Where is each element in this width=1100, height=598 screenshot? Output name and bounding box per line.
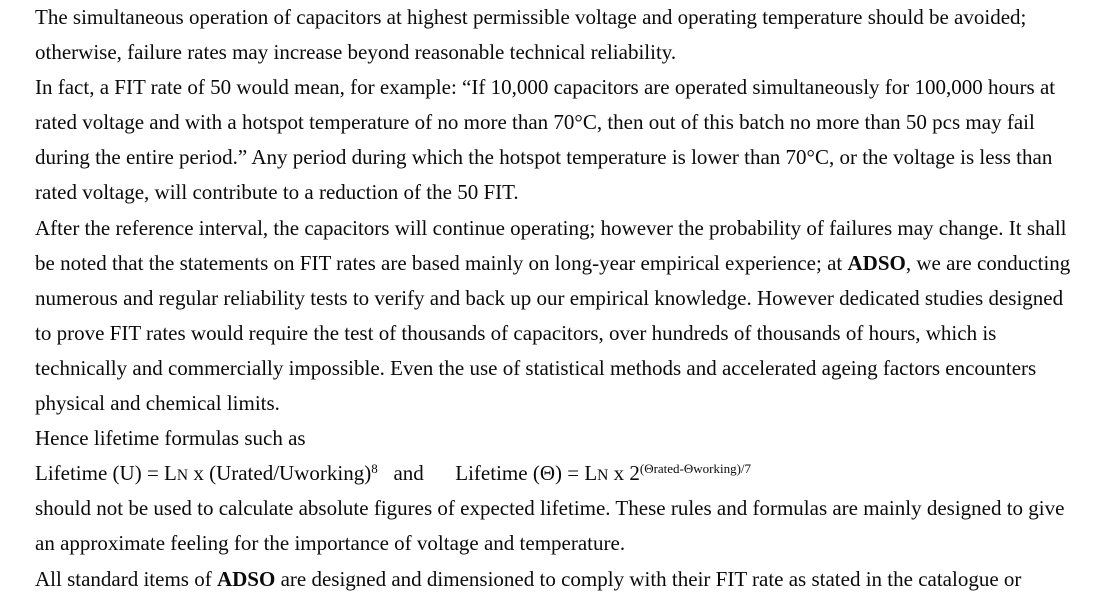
text-segment: otherwise, failure rates may increase beyond reasonable technical reliability. [35, 40, 677, 65]
text-segment: rated voltage and with a hotspot temperature of no more than 70°C, then out of this batch no more than 50 pcs may fail [35, 110, 1035, 135]
text-line [35, 70, 1070, 105]
text-segment: Hence lifetime formulas such as [35, 426, 306, 451]
text-segment: The simultaneous operation of capacitors at highest permissible voltage and operating temperature should be avoided; [35, 5, 1027, 29]
text-segment: numerous and regular reliability tests to verify and back up our empirical knowledge. However dedicated studies designed [35, 285, 1064, 310]
text-line [35, 246, 1070, 281]
text-segment: technically and commercially impossible. Even the use of statistical methods and accelerated ageing factors encounters [35, 355, 1037, 380]
text-line [35, 0, 1070, 35]
document-text-block [35, 0, 1070, 597]
text-line [35, 140, 1070, 175]
text-segment: rated voltage, will contribute to a reduction of the 50 FIT. [35, 180, 519, 205]
text-line [35, 491, 1070, 526]
text-segment: , we are conducting [905, 250, 1071, 275]
text-segment: and Lifetime (Θ) = L [377, 461, 598, 486]
smallcaps-segment: N [176, 467, 189, 485]
brand-name-bold-segment: ADSO [847, 250, 906, 275]
superscript-segment: 8 [371, 461, 378, 477]
text-line [35, 105, 1070, 140]
superscript-segment: (Θrated-Θworking)/7 [639, 461, 752, 477]
text-line [35, 456, 1070, 491]
text-segment: to prove FIT rates would require the test of thousands of capacitors, over hundreds of thousands of hours, which is [35, 320, 997, 345]
text-segment: be noted that the statements on FIT rates are based mainly on long-year empirical experience; at [35, 250, 848, 275]
text-segment: After the reference interval, the capacitors will continue operating; however the probability of failures may change. It shall [35, 215, 1067, 240]
smallcaps-segment: N [597, 467, 609, 485]
text-line [35, 351, 1070, 386]
text-line [35, 35, 1070, 70]
text-line [35, 316, 1070, 351]
text-line [35, 562, 1070, 597]
text-segment: an approximate feeling for the importance of voltage and temperature. [35, 531, 626, 556]
text-line [35, 281, 1070, 316]
text-line [35, 421, 1070, 456]
brand-name-bold-segment: ADSO [216, 566, 276, 591]
text-segment: x (Urated/Uworking) [188, 461, 372, 486]
text-segment: x 2 [608, 461, 640, 486]
text-segment: physical and chemical limits. [35, 391, 280, 416]
text-segment: should not be used to calculate absolute figures of expected lifetime. These rules and formulas are mainly designed to give [35, 496, 1065, 521]
text-line [35, 211, 1070, 246]
text-line [35, 386, 1070, 421]
text-segment: are designed and dimensioned to comply with their FIT rate as stated in the catalogue or [275, 566, 1022, 591]
text-line [35, 175, 1070, 210]
text-segment: In fact, a FIT rate of 50 would mean, for example: “If 10,000 capacitors are operated simultaneously for 100,000 hours at [35, 75, 1056, 100]
text-segment: All standard items of [35, 566, 217, 591]
text-segment: Lifetime (U) = L [35, 461, 177, 486]
text-line [35, 526, 1070, 561]
text-segment: during the entire period.” Any period during which the hotspot temperature is lower than 70°C, or the voltage is less than [35, 145, 1053, 170]
